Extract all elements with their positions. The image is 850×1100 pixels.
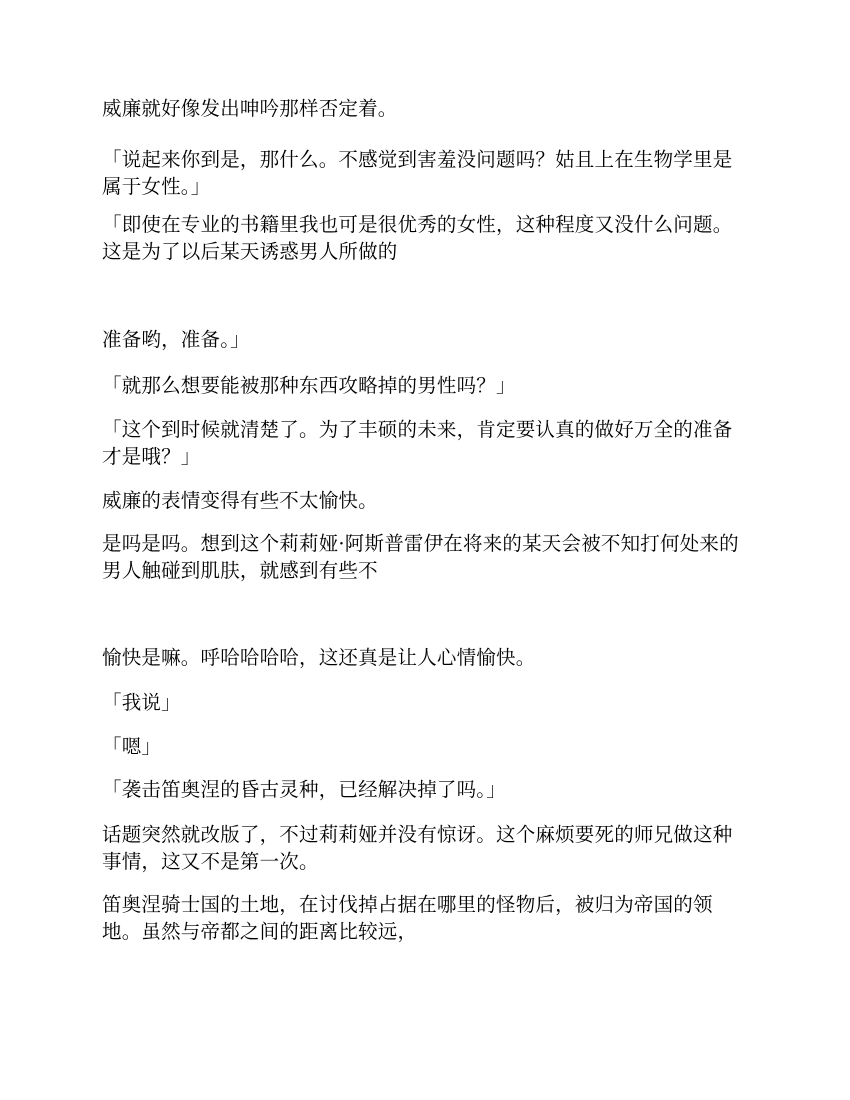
paragraph: 「说起来你到是，那什么。不感觉到害羞没问题吗？姑且上在生物学里是属于女性。」 [102,148,733,198]
paragraph: 「这个到时候就清楚了。为了丰硕的未来，肯定要认真的做好万全的准备才是哦？」 [102,418,733,468]
paragraph: 威廉就好像发出呻吟那样否定着。 [102,97,398,120]
paragraph: 是吗是吗。想到这个莉莉娅·阿斯普雷伊在将来的某天会被不知打何处来的男人触碰到肌肤，就感到有些不 [102,532,739,582]
paragraph: 「嗯」 [102,735,162,758]
paragraph: 笛奥涅骑士国的土地，在讨伐掉占据在哪里的怪物后，被归为帝国的领地。虽然与帝都之间的距离比较远， [102,893,713,943]
paragraph: 准备哟，准备。」 [102,328,250,351]
paragraph: 愉快是嘛。呼哈哈哈哈，这还真是让人心情愉快。 [102,646,536,669]
paragraph: 话题突然就改版了，不过莉莉娅并没有惊讶。这个麻烦要死的师兄做这种事情，这又不是第一次。 [102,823,733,873]
paragraph: 「我说」 [102,691,181,714]
paragraph: 「就那么想要能被那种东西攻略掉的男性吗？」 [102,374,516,397]
paragraph: 威廉的表情变得有些不太愉快。 [102,489,378,512]
paragraph: 「即使在专业的书籍里我也可是很优秀的女性，这种程度又没什么问题。这是为了以后某天诱惑男人所做的 [102,213,733,263]
paragraph: 「袭击笛奥涅的昏古灵种，已经解决掉了吗。」 [102,778,506,801]
